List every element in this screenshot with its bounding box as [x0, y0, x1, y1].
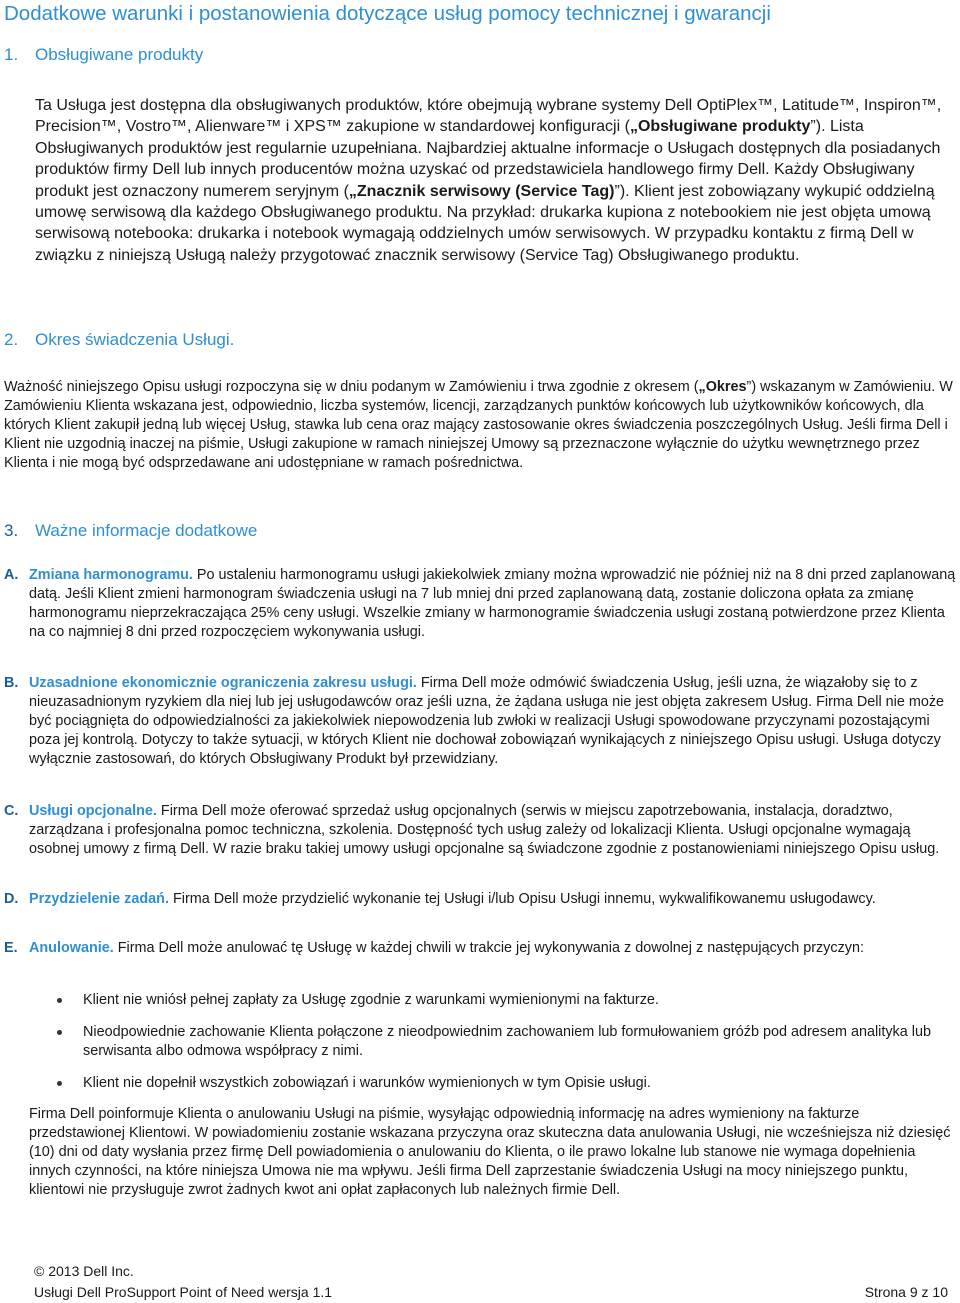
- item-letter: B.: [4, 675, 19, 691]
- section-1-number: 1.: [4, 45, 19, 64]
- section-2-heading: [4, 330, 234, 350]
- footer-page-number: Strona 9 z 10: [864, 1284, 948, 1300]
- item-lead: Zmiana harmonogramu.: [29, 567, 193, 583]
- item-text: Po ustaleniu harmonogramu usługi jakiekolwiek zmiany można wprowadzić nie później niż na 8 dni przed zaplanowaną datą. Jeśli Klient zmieni harmonogram świadczenia usługi na 7 lub mniej dni przed zaplanowaną datą, zostanie doliczona opłata za zmianę harmonogramu nieprzekraczająca 25% ceny usługi. Wszelkie zmiany w harmonogramie świadczenia usługi zostaną potwierdzone przez Klienta na co najmniej 8 dni przed rozpoczęciem wykonywania usługi.: [29, 567, 956, 641]
- item-text: Firma Dell może przydzielić wykonanie tej Usługi i/lub Opisu Usługi innemu, wykwalifikowanemu usługodawcy.: [168, 891, 876, 907]
- bullet-text: Klient nie wniósł pełnej zapłaty za Usługę zgodnie z warunkami wymienionymi na fakturze.: [83, 992, 659, 1008]
- item-lead: Uzasadnione ekonomicznie ograniczenia zakresu usługi.: [29, 675, 417, 691]
- item-lead: Usługi opcjonalne.: [29, 803, 157, 819]
- bullet-text: Nieodpowiednie zachowanie Klienta połączone z nieodpowiednim zachowaniem lub formułowaniem gróźb pod adresem analityka lub serwisanta albo odmowa współpracy z nimi.: [83, 1024, 931, 1060]
- item-text: Firma Dell może anulować tę Usługę w każdej chwili w trakcie jej wykonywania z dowolnej z następujących przyczyn:: [113, 940, 864, 956]
- section-2-text-b: ”) wskazanym w Zamówieniu. W Zamówieniu Klienta wskazana jest, odpowiednio, liczba systemów, licencji, zarządzanych punktów końcowych lub użytkowników końcowych, dla których Klient zakupił jedną lub więcej Usług, stawka lub cena oraz mający zastosowanie okres świadczenia poszczególnych Usług. Jeśli firma Dell i Klient nie uzgodnią inaczej na piśmie, Usługi zakupione w ramach niniejszej Umowy są przeznaczone wyłącznie do użytku wewnętrznego przez Klienta i nie mogą być odsprzedawane ani udostępniane w ramach pośrednictwa.: [4, 379, 953, 472]
- item-letter: E.: [4, 940, 18, 956]
- bullet-dot-icon: [57, 998, 62, 1003]
- document-title: Dodatkowe warunki i postanowienia dotyczące usług pomocy technicznej i gwarancji: [4, 2, 771, 25]
- item-lead: Przydzielenie zadań.: [29, 891, 169, 907]
- item-body: [29, 939, 960, 958]
- footer-document-name: Usługi Dell ProSupport Point of Need wersja 1.1: [34, 1284, 333, 1300]
- item-body: [29, 802, 960, 859]
- section-3-title: Ważne informacje dodatkowe: [35, 521, 258, 540]
- item-letter: C.: [4, 803, 19, 819]
- section-1-heading: [4, 45, 203, 65]
- footer-copyright: © 2013 Dell Inc.: [34, 1263, 134, 1279]
- bullet-dot-icon: [57, 1030, 62, 1035]
- term-period: „Okres: [698, 379, 747, 395]
- item-body: [29, 566, 960, 642]
- item-body: [29, 674, 960, 769]
- section-3-number: 3.: [4, 521, 19, 540]
- term-service-tag: „Znacznik serwisowy (Service Tag): [348, 182, 615, 200]
- section-2-text-a: Ważność niniejszego Opisu usługi rozpoczyna się w dniu podanym w Zamówieniu i trwa zgodnie z okresem (: [4, 379, 699, 395]
- section-1-text-b: ”). Lista Obsługiwanych produktów jest regularnie uzupełniana. Najbardziej aktualne informacje o Usługach dostępnych dla posiadanych produktów firmy Dell lub innych producentów można uzyskać od przedstawiciela handlowego firmy Dell. Każdy Obsługiwany produkt jest oznaczony numerem seryjnym (: [35, 118, 941, 200]
- section-2-paragraph: [4, 378, 954, 473]
- item-letter: D.: [4, 891, 19, 907]
- term-supported-products: „Obsługiwane produkty: [629, 118, 811, 136]
- item-letter: A.: [4, 567, 19, 583]
- cancellation-notice-paragraph: Firma Dell poinformuje Klienta o anulowaniu Usługi na piśmie, wysyłając odpowiednią informację na adres wymieniony na fakturze przedstawionej Klientowi. W powiadomieniu zostanie wskazana przyczyna oraz skuteczna data anulowania Usługi, nie wcześniejsza niż dziesięć (10) dni od daty wysłania przez firmę Dell powiadomienia o anulowaniu do Klienta, o ile prawo lokalne lub stanowe nie wymaga dopełnienia innych czynności, na które niniejsza Umowa nie ma wpływu. Jeśli firma Dell zaprzestanie świadczenia Usługi na mocy niniejszego punktu, klientowi nie przysługuje zwrot żadnych kwot ani opłat zapłaconych lub należnych firmie Dell.: [29, 1106, 951, 1199]
- item-lead: Anulowanie.: [29, 940, 114, 956]
- item-body: [29, 890, 960, 909]
- section-2-number: 2.: [4, 330, 19, 349]
- section-2-title: Okres świadczenia Usługi.: [35, 330, 235, 349]
- item-text: Firma Dell może odmówić świadczenia Usług, jeśli uzna, że wiązałoby się to z nieuzasadnionym ryzykiem dla niej lub jej usługodawców oraz jeśli uzna, że żądana usługa nie jest objęta zakresem Usług. Firma Dell nie może być pociągnięta do odpowiedzialności za jakiekolwiek niepowodzenia lub zwłoki w realizacji Usługi spowodowane przyczynami pozostającymi poza jej kontrolą. Dotyczy to także sytuacji, w których Klient nie dochował zobowiązań wynikających z niniejszego Opisu usługi. Usługa dotyczy wyłącznie zastosowań, do których Obsługiwany Produkt był przewidziany.: [29, 675, 945, 768]
- item-text: Firma Dell może oferować sprzedaż usług opcjonalnych (serwis w miejscu zapotrzebowania, instalacja, doradztwo, zarządzana i profesjonalna pomoc techniczna, szkolenia. Dostępność tych usług zależy od lokalizacji Klienta. Usługi opcjonalne wymagają osobnej umowy z firmą Dell. W razie braku takiej umowy usługi opcjonalne są świadczone zgodnie z postanowieniami niniejszego Opisu usług.: [29, 803, 940, 858]
- section-1-paragraph: [35, 95, 947, 266]
- bullet-dot-icon: [57, 1081, 62, 1086]
- bullet-text: Klient nie dopełnił wszystkich zobowiązań i warunków wymienionych w tym Opisie usługi.: [83, 1075, 651, 1091]
- section-1-text-c: ”). Klient jest zobowiązany wykupić oddzielną umowę serwisową dla każdego Obsługiwanego produktu. Na przykład: drukarka kupiona z notebookiem nie jest objęta umową serwisową notebooka: drukarka i notebook wymagają oddzielnych umów serwisowych. W przypadku kontaktu z firmą Dell w związku z niniejszą Usługą należy przygotować znacznik serwisowy (Service Tag) Obsługiwanego produktu.: [35, 182, 935, 264]
- section-3-heading: [4, 521, 257, 541]
- section-1-text-a: Ta Usługa jest dostępna dla obsługiwanych produktów, które obejmują wybrane systemy Dell OptiPlex™, Latitude™, Inspiron™, Precision™, Vostro™, Alienware™ i XPS™ zakupione w standardowej konfiguracji (: [35, 97, 942, 136]
- section-1-title: Obsługiwane produkty: [35, 45, 204, 64]
